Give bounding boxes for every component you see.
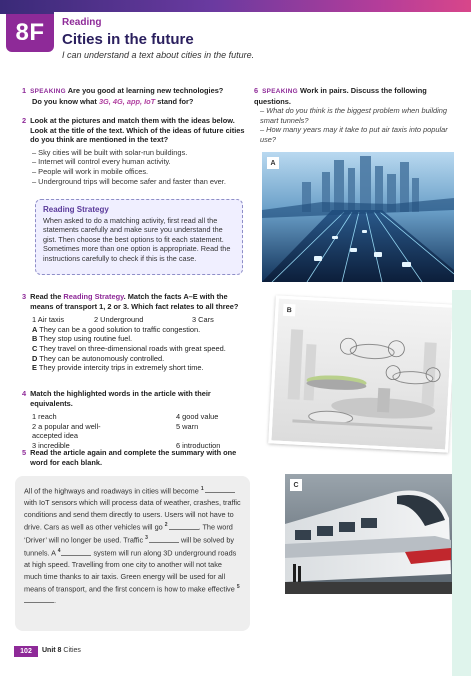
word-item: 1 reach (32, 412, 57, 422)
photo-label-a: A (267, 157, 279, 169)
fact-item: A They can be a good solution to traffic congestion. (32, 324, 201, 334)
page-title: Cities in the future (62, 31, 194, 48)
blank-field[interactable] (205, 485, 235, 493)
flying-cars-illustration (271, 299, 452, 450)
train-illustration (285, 474, 453, 594)
fact-item: E They provide intercity trips in extremely short time. (32, 363, 204, 373)
blank-number: 2 (164, 522, 168, 529)
word-item: 2 a popular and well-accepted idea (32, 421, 101, 441)
speaking-tag: SPEAKING (30, 88, 66, 95)
exercise-5: 5 Read the article again and complete the summary with one word for each blank. (22, 448, 237, 467)
reading-strategy-box (35, 199, 243, 275)
fact-item: B They stop using routine fuel. (32, 334, 133, 344)
word-item: 5 warn (176, 421, 199, 431)
blank-number: 5 (236, 584, 240, 591)
list-item: – Underground trips will become safer and faster than ever. (32, 176, 226, 186)
highlighted-terms: 3G, 4G, app, IoT (98, 96, 156, 106)
exercise-6: 6 SPEAKING Work in pairs. Discuss the following questions. – What do you think is the biggest problem when building smart tunnels? – How many years may it take to put air taxis into popular use? (254, 86, 464, 145)
fact-item: C They travel on three-dimensional roads with great speed. (32, 343, 226, 353)
discussion-question: – How many years may it take to put air taxis into popular use? (260, 125, 448, 144)
exercise-1: 1 SPEAKING Are you good at learning new technologies? Do you know what 3G, 4G, app, IoT stand for? (22, 86, 224, 106)
transport-item: 2 Underground (94, 315, 144, 325)
word-item: 4 good value (176, 412, 219, 422)
list-item: – Internet will control every human activity. (32, 157, 171, 167)
strategy-title: Reading Strategy (43, 205, 109, 214)
blank-field[interactable] (61, 548, 91, 556)
facts-list (22, 325, 250, 373)
blank-field[interactable] (24, 595, 54, 603)
photo-label-b: B (283, 304, 296, 317)
blank-number: 1 (200, 486, 204, 492)
reading-strategy-link[interactable]: Reading Strategy (63, 292, 124, 301)
exercise-3: 3 Read the Reading Strategy. Match the facts A–E with the means of transport 1, 2 or 3. Which fact relates to all three? 1 Air taxis 2 Underground 3 Cars A They can be a good solution to traffic congestion. B They stop using routine fuel. C They travel on three-dimensional roads with great speed. D They can be autonomously controlled. E They provide intercity trips in extremely short time. (22, 292, 250, 373)
strategy-body: When asked to do a matching activity, first read all the statements carefully and make sure you understand the gist. Then choose the best options to fit each statement. Sometimes more than one option is appropriate. Read the instructions carefully to check if this is the case. (43, 216, 231, 263)
transport-options (22, 315, 250, 325)
photo-train (285, 474, 453, 594)
exercise-2: 2 Look at the pictures and match them with the ideas below. Look at the title of the text. Which of the ideas of future cities do you think are mentioned in the text? – Sky cities will be built with solar-run buildings. – Internet will control every human activity. – People will work in mobile offices. – Underground trips will become safer and faster than ever. (22, 116, 248, 186)
page-edge-stripe (452, 290, 471, 676)
exercise-number: 1 (22, 86, 27, 95)
word-item: 6 introduction (176, 440, 221, 450)
blank-field[interactable] (169, 522, 199, 530)
fact-item: D They can be autonomously controlled. (32, 353, 165, 363)
footer-unit: Unit 8 Cities (42, 647, 81, 654)
blank-field[interactable] (149, 535, 179, 543)
photo-label-c: C (290, 479, 302, 491)
blank-number: 4 (57, 548, 61, 555)
equivalents-grid (22, 412, 250, 450)
transport-item: 3 Cars (192, 315, 214, 325)
discussion-question: – What do you think is the biggest problem when building smart tunnels? (260, 106, 447, 125)
page-number: 102 (14, 646, 38, 657)
page-subtitle: I can understand a text about cities in the future. (62, 50, 255, 60)
section-label: Reading (62, 17, 102, 28)
photo-flying-cars (268, 295, 455, 452)
list-item: – People will work in mobile offices. (32, 166, 149, 176)
transport-item: 1 Air taxis (32, 315, 65, 325)
ideas-list (22, 148, 248, 186)
photo-smart-highway (262, 152, 454, 282)
smart-city-illustration (262, 152, 454, 282)
exercise-4: 4 Match the highlighted words in the article with their equivalents. 1 reach 4 good value 2 a popular and well-accepted idea 5 warn 3 incredible 6 introduction (22, 389, 250, 451)
blank-number: 3 (145, 535, 148, 542)
list-item: – Sky cities will be built with solar-run buildings. (32, 147, 188, 157)
unit-badge: 8F (6, 14, 54, 52)
summary-box: All of the highways and roadways in cities will become $^1$ with IoT sensors which will process data of weather, crashes, traffic conditions and send them directly to users. Users will not have to drive. Cars as well as other vehicles will go $^2$ . The word ‘Driver’ will no longer be used. Traffic $^3$ will be solved by tunnels. A $^4$ system will run along 3D underground roads at high speed. Travelling from one city to another will not take much time thanks to air taxis. Green energy will be used for all means of transport, and the first concern is how to make effective $^5$. (15, 476, 250, 631)
word-item: 3 incredible (32, 440, 70, 450)
speaking-tag: SPEAKING (262, 88, 298, 95)
